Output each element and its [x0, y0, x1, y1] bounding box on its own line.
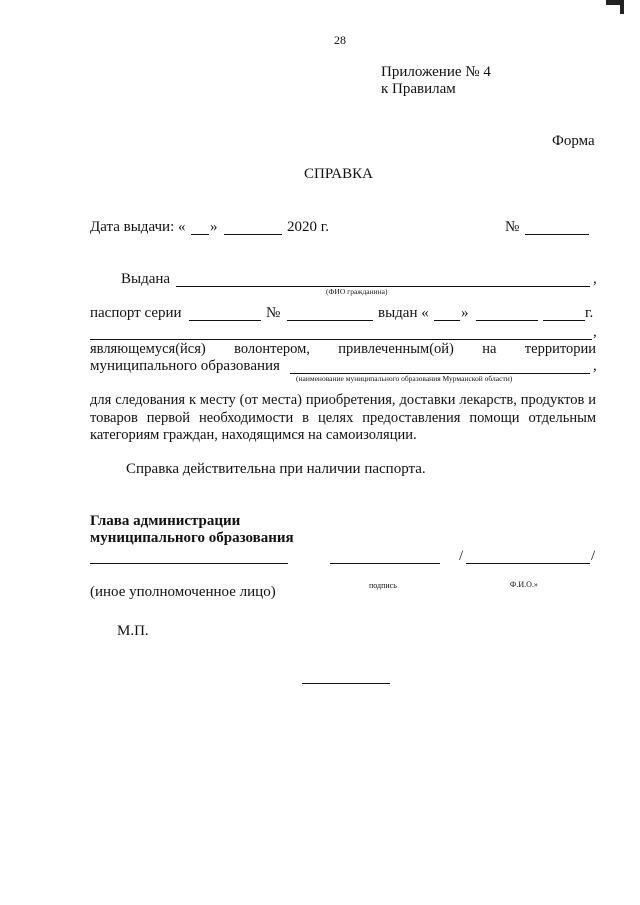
signature-caption: подпись: [369, 581, 397, 590]
scan-corner-mark: [620, 0, 624, 14]
blank-line-comma: ,: [593, 324, 597, 340]
issue-date-quote: »: [210, 219, 218, 235]
passport-issued-day-field[interactable]: [434, 320, 460, 321]
signatory-title-line-2: муниципального образования: [90, 530, 294, 546]
form-label: Форма: [552, 133, 595, 149]
validity-note: Справка действительна при наличии паспорта.: [126, 461, 426, 477]
issue-date-label: Дата выдачи: «: [90, 219, 186, 235]
passport-issued-month-field[interactable]: [476, 320, 538, 321]
scan-corner-mark: [606, 0, 620, 5]
municipality-comma: ,: [593, 358, 597, 374]
passport-issued-label: выдан «: [378, 305, 429, 321]
purpose-paragraph: для следования к месту (от места) приобретения, доставки лекарств, продуктов и товаров первой необходимости в целях предоставления помощи отдельным категориям граждан, находящимся на самоизоляции.: [90, 392, 596, 443]
stamp-placeholder: М.П.: [117, 623, 149, 639]
issued-to-comma: ,: [593, 271, 597, 287]
passport-series-field[interactable]: [189, 320, 261, 321]
certificate-number-label: №: [505, 219, 520, 235]
issue-year: 2020 г.: [287, 219, 329, 235]
issued-to-label: Выдана: [121, 271, 171, 287]
document-title: СПРАВКА: [304, 166, 373, 182]
passport-number-label: №: [266, 305, 281, 321]
volunteer-line: [90, 340, 596, 358]
issue-month-field[interactable]: [224, 234, 282, 235]
appendix-line-2: к Правилам: [381, 81, 456, 97]
page-number: 28: [334, 33, 346, 47]
signatory-position-field[interactable]: [90, 563, 288, 564]
volunteer-word: территории: [524, 341, 596, 357]
signature-field[interactable]: [330, 563, 440, 564]
full-name-field[interactable]: [466, 563, 590, 564]
certificate-number-field[interactable]: [525, 234, 589, 235]
closing-rule: [302, 683, 390, 684]
signatory-alt-label: (иное уполномоченное лицо): [90, 584, 276, 600]
full-name-caption: Ф.И.О.»: [510, 580, 538, 589]
passport-year-suffix: г.: [585, 305, 594, 321]
passport-issued-quote: »: [461, 305, 469, 321]
signatory-title-line-1: Глава администрации: [90, 513, 241, 529]
signature-slash-right: /: [591, 548, 596, 564]
issue-day-field[interactable]: [191, 234, 209, 235]
passport-number-field[interactable]: [287, 320, 373, 321]
passport-series-label: паспорт серии: [90, 305, 182, 321]
passport-issued-year-field[interactable]: [543, 320, 585, 321]
volunteer-word: привлеченным(ой): [338, 341, 454, 357]
signature-slash-left: /: [459, 548, 464, 564]
citizen-name-caption: (ФИО гражданина): [326, 287, 388, 296]
volunteer-word: являющемуся(йся): [90, 341, 206, 357]
municipality-caption: (наименование муниципального образования Мурманской области): [296, 374, 513, 383]
volunteer-word: волонтером,: [234, 341, 310, 357]
municipality-label: муниципального образования: [90, 358, 280, 374]
appendix-line-1: Приложение № 4: [381, 64, 491, 80]
volunteer-word: на: [482, 341, 497, 357]
